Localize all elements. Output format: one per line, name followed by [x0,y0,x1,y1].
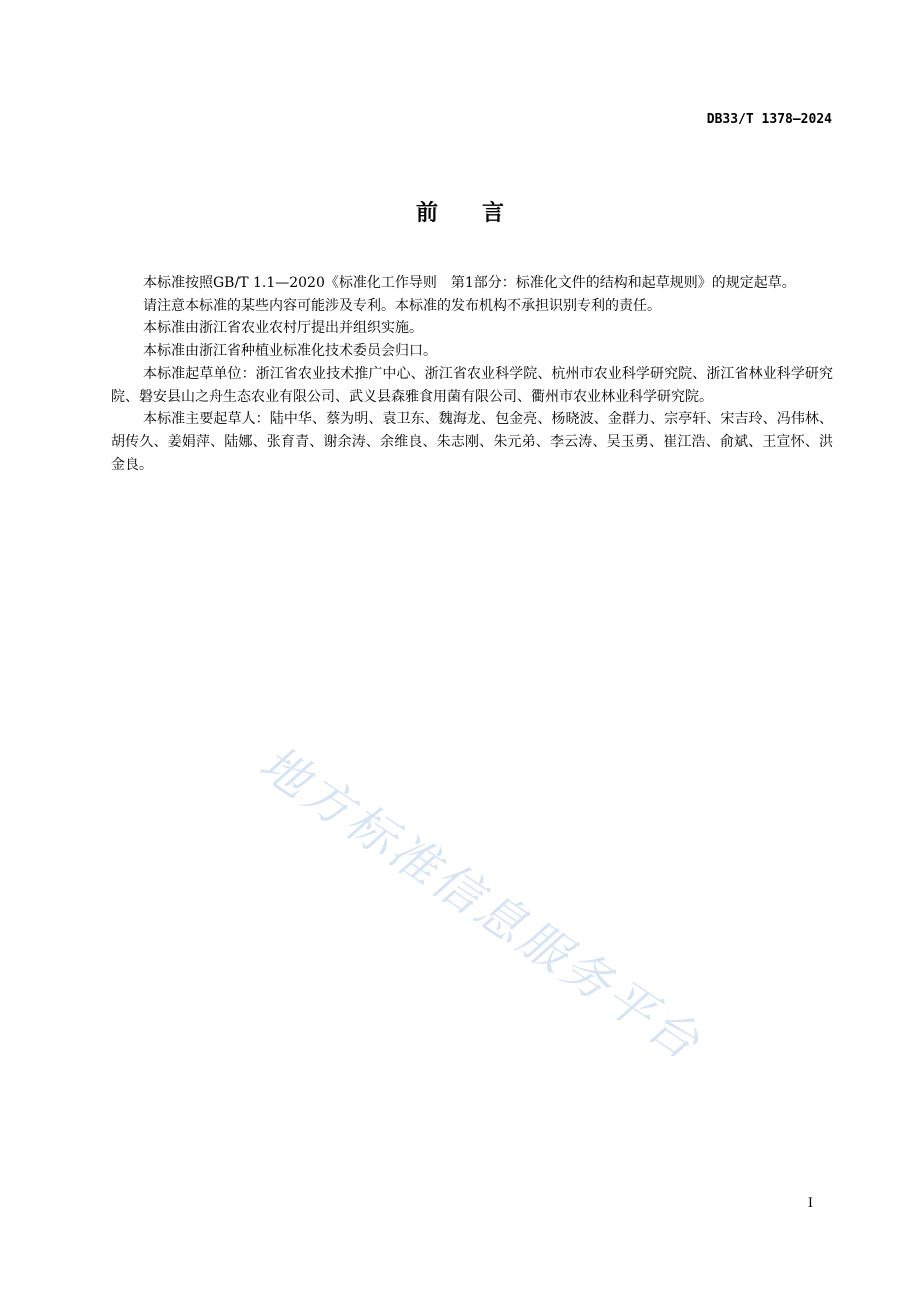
paragraph-drafting-rules: 本标准按照GB/T 1.1—2020《标准化工作导则 第1部分：标准化文件的结构和起草规则》的规定起草。 [143,275,796,291]
paragraph-proposer: 本标准由浙江省农业农村厅提出并组织实施。 [143,320,423,337]
page-number: I [807,1196,813,1211]
document-code: DB33/T 1378—2024 [706,112,832,127]
paragraph-committee: 本标准由浙江省种植业标准化技术委员会归口。 [143,343,437,360]
section-title: 前言 [415,201,548,226]
paragraph-patent-notice: 请注意本标准的某些内容可能涉及专利。本标准的发布机构不承担识别专利的责任。 [143,297,661,314]
paragraph-drafting-units: 本标准起草单位：浙江省农业技术推广中心、浙江省农业科学院、杭州市农业科学研究院、浙江省林业科学研究院、磐安县山之舟生态农业有限公司、武义县森雅食用菌有限公司、衢州市农业林业科学研究院。 [111,365,833,405]
paragraph-drafters: 本标准主要起草人：陆中华、蔡为明、袁卫东、魏海龙、包金亮、杨晓波、金群力、宗亭轩、宋吉玲、冯伟林、胡传久、姜娟萍、陆娜、张育青、谢余涛、余维良、朱志刚、朱元弟、李云涛、吴玉勇、崔江浩、俞斌、王宣怀、洪金良。 [111,411,833,473]
foreword-body [111,272,833,476]
watermark: 地方标准信息服务平台 [249,735,712,1073]
